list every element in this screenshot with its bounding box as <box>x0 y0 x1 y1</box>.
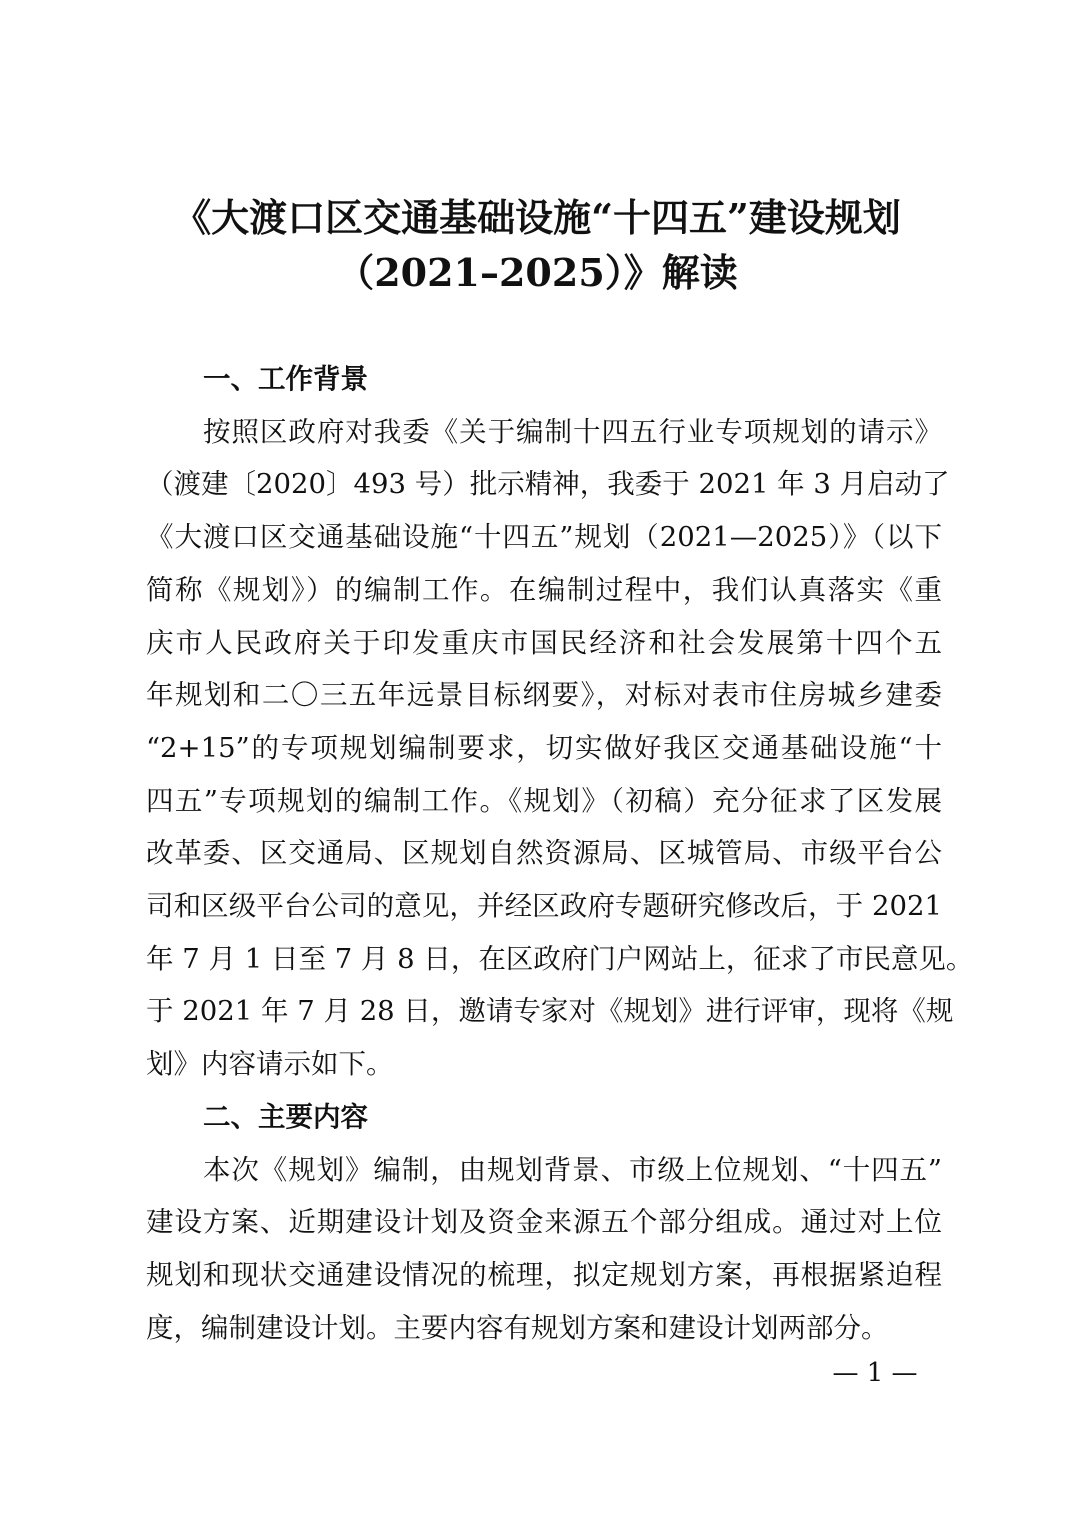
paragraph-line: 改革委、区交通局、区规划自然资源局、区城管局、市级平台公 <box>146 837 942 870</box>
paragraph-line: “2+15”的专项规划编制要求，切实做好我区交通基础设施“十 <box>146 731 942 764</box>
section-heading-main-content: 二、主要内容 <box>203 1100 368 1133</box>
document-title-line-1: 《大渡口区交通基础设施“十四五”建设规划 <box>173 195 901 240</box>
paragraph-line: 《大渡口区交通基础设施“十四五”规划（2021—2025）》（以下 <box>146 521 942 554</box>
paragraph-line: 度，编制建设计划。主要内容有规划方案和建设计划两部分。 <box>146 1311 889 1344</box>
section-heading-background: 一、工作背景 <box>203 363 368 395</box>
paragraph-line: 年 7 月 1 日至 7 月 8 日，在区政府门户网站上，征求了市民意见。 <box>146 942 974 975</box>
page-number: — 1 — <box>832 1358 918 1388</box>
paragraph-line: 建设方案、近期建设计划及资金来源五个部分组成。通过对上位 <box>146 1206 942 1239</box>
paragraph-line: 本次《规划》编制，由规划背景、市级上位规划、“十四五” <box>203 1153 942 1186</box>
paragraph-line: 按照区政府对我委《关于编制十四五行业专项规划的请示》 <box>203 415 942 448</box>
paragraph-line: 简称《规划》）的编制工作。在编制过程中，我们认真落实《重 <box>146 573 942 606</box>
paragraph-main-content <box>146 1144 942 1355</box>
paragraph-line: （渡建〔2020〕493 号）批示精神，我委于 2021 年 3 月启动了 <box>146 468 950 501</box>
paragraph-line: 于 2021 年 7 月 28 日，邀请专家对《规划》进行评审，现将《规 <box>146 995 954 1028</box>
paragraph-line: 划》内容请示如下。 <box>146 1048 394 1081</box>
paragraph-line: 年规划和二〇三五年远景目标纲要》，对标对表市住房城乡建委 <box>146 679 942 712</box>
document-title-line-2: （2021–2025）》解读 <box>336 250 738 295</box>
paragraph-background <box>146 406 974 1091</box>
paragraph-line: 四五”专项规划的编制工作。《规划》（初稿）充分征求了区发展 <box>146 784 942 817</box>
paragraph-line: 庆市人民政府关于印发重庆市国民经济和社会发展第十四个五 <box>146 626 942 659</box>
paragraph-line: 规划和现状交通建设情况的梳理，拟定规划方案，再根据紧迫程 <box>146 1258 942 1291</box>
document-body <box>146 353 974 1354</box>
paragraph-line: 司和区级平台公司的意见，并经区政府专题研究修改后，于 2021 <box>146 890 942 923</box>
